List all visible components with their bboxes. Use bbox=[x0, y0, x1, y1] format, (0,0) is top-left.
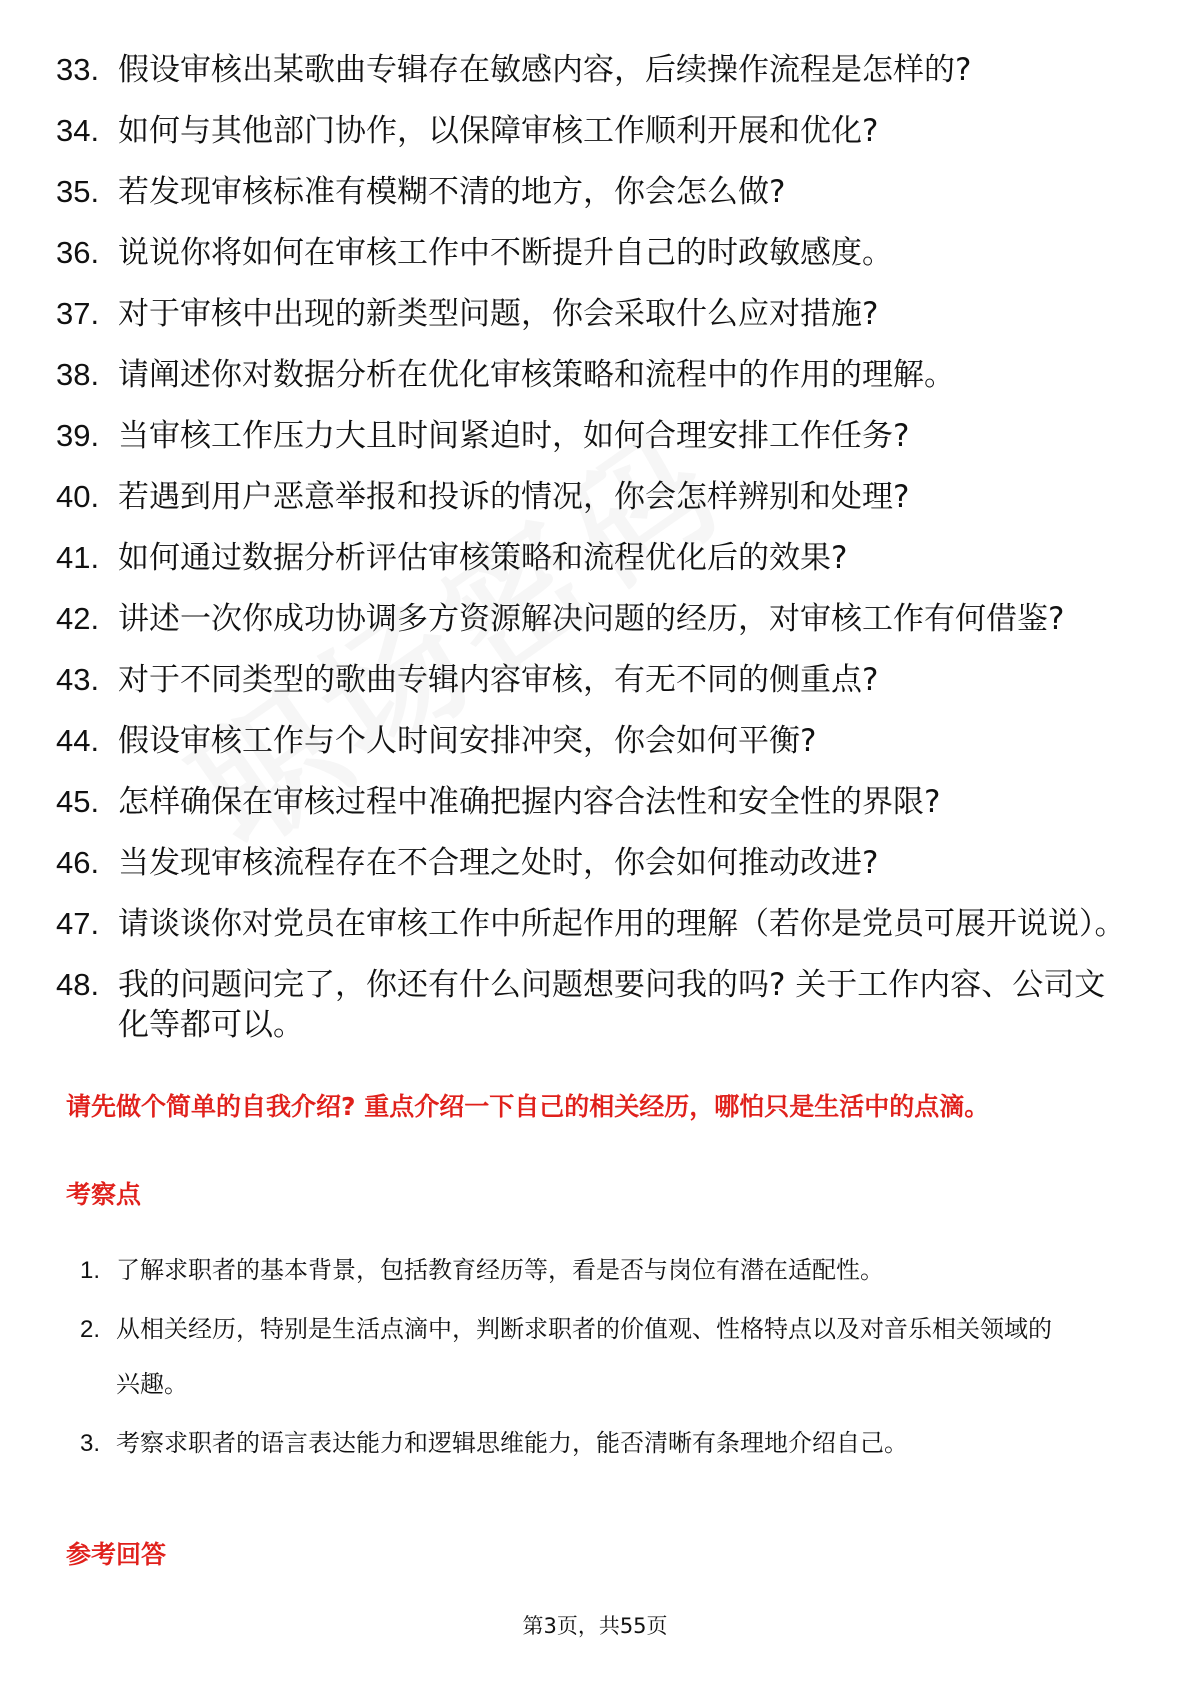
question-text: 当审核工作压力大且时间紧迫时，如何合理安排工作任务? bbox=[118, 418, 910, 454]
question-number: 46. bbox=[56, 845, 100, 880]
question-text: 讲述一次你成功协调多方资源解决问题的经历，对审核工作有何借鉴? bbox=[118, 601, 1065, 637]
list-item bbox=[80, 1416, 1060, 1471]
assessment-points bbox=[80, 1243, 1060, 1475]
list-item bbox=[56, 965, 1136, 1045]
list-item bbox=[80, 1243, 1060, 1298]
question-number: 38. bbox=[56, 357, 100, 392]
question-number: 44. bbox=[56, 723, 100, 758]
list-item bbox=[56, 843, 1136, 883]
list-item bbox=[56, 538, 1136, 578]
point-text: 了解求职者的基本背景，包括教育经历等，看是否与岗位有潜在适配性。 bbox=[116, 1256, 884, 1284]
question-number: 42. bbox=[56, 601, 100, 636]
point-text: 从相关经历，特别是生活点滴中，判断求职者的价值观、性格特点以及对音乐相关领域的兴趣。 bbox=[116, 1315, 1052, 1398]
list-item bbox=[56, 172, 1136, 212]
question-text: 当发现审核流程存在不合理之处时，你会如何推动改进? bbox=[118, 845, 879, 881]
list-item bbox=[56, 294, 1136, 334]
question-text: 如何与其他部门协作，以保障审核工作顺利开展和优化? bbox=[118, 113, 879, 149]
question-text: 如何通过数据分析评估审核策略和流程优化后的效果? bbox=[118, 540, 848, 576]
list-item bbox=[56, 50, 1136, 90]
intro-question: 请先做个简单的自我介绍? 重点介绍一下自己的相关经历，哪怕只是生活中的点滴。 bbox=[66, 1092, 990, 1121]
question-text: 我的问题问完了，你还有什么问题想要问我的吗? 关于工作内容、公司文化等都可以。 bbox=[118, 967, 1106, 1043]
question-number: 35. bbox=[56, 174, 100, 209]
question-number: 43. bbox=[56, 662, 100, 697]
question-text: 假设审核出某歌曲专辑存在敏感内容，后续操作流程是怎样的? bbox=[118, 52, 972, 88]
list-item bbox=[56, 721, 1136, 761]
list-item bbox=[56, 782, 1136, 822]
question-text: 怎样确保在审核过程中准确把握内容合法性和安全性的界限? bbox=[118, 784, 941, 820]
list-item bbox=[56, 477, 1136, 517]
question-text: 假设审核工作与个人时间安排冲突，你会如何平衡? bbox=[118, 723, 817, 759]
question-text: 请谈谈你对党员在审核工作中所起作用的理解（若你是党员可展开说说）。 bbox=[118, 906, 1126, 942]
reference-title: 参考回答 bbox=[66, 1540, 167, 1569]
list-item bbox=[56, 599, 1136, 639]
question-number: 39. bbox=[56, 418, 100, 453]
question-text: 对于审核中出现的新类型问题，你会采取什么应对措施? bbox=[118, 296, 879, 332]
assessment-title: 考察点 bbox=[66, 1180, 142, 1209]
list-item bbox=[56, 416, 1136, 456]
list-item bbox=[80, 1302, 1060, 1412]
question-number: 48. bbox=[56, 967, 100, 1002]
list-item bbox=[56, 660, 1136, 700]
question-text: 对于不同类型的歌曲专辑内容审核，有无不同的侧重点? bbox=[118, 662, 879, 698]
list-item bbox=[56, 904, 1136, 944]
question-text: 请阐述你对数据分析在优化审核策略和流程中的作用的理解。 bbox=[118, 357, 955, 393]
question-number: 37. bbox=[56, 296, 100, 331]
page-footer: 第3页，共55页 bbox=[522, 1614, 668, 1638]
question-number: 45. bbox=[56, 784, 100, 819]
question-text: 若发现审核标准有模糊不清的地方，你会怎么做? bbox=[118, 174, 786, 210]
question-number: 41. bbox=[56, 540, 100, 575]
list-item bbox=[56, 233, 1136, 273]
question-text: 若遇到用户恶意举报和投诉的情况，你会怎样辨别和处理? bbox=[118, 479, 910, 515]
list-item bbox=[56, 111, 1136, 151]
question-number: 34. bbox=[56, 113, 100, 148]
point-number: 3. bbox=[80, 1430, 101, 1457]
question-number: 33. bbox=[56, 52, 100, 87]
point-number: 1. bbox=[80, 1257, 101, 1284]
point-text: 考察求职者的语言表达能力和逻辑思维能力，能否清晰有条理地介绍自己。 bbox=[116, 1429, 908, 1457]
question-number: 36. bbox=[56, 235, 100, 270]
question-text: 说说你将如何在审核工作中不断提升自己的时政敏感度。 bbox=[118, 235, 893, 271]
question-number: 40. bbox=[56, 479, 100, 514]
point-number: 2. bbox=[80, 1316, 101, 1343]
question-list bbox=[56, 50, 1136, 1066]
list-item bbox=[56, 355, 1136, 395]
question-number: 47. bbox=[56, 906, 100, 941]
